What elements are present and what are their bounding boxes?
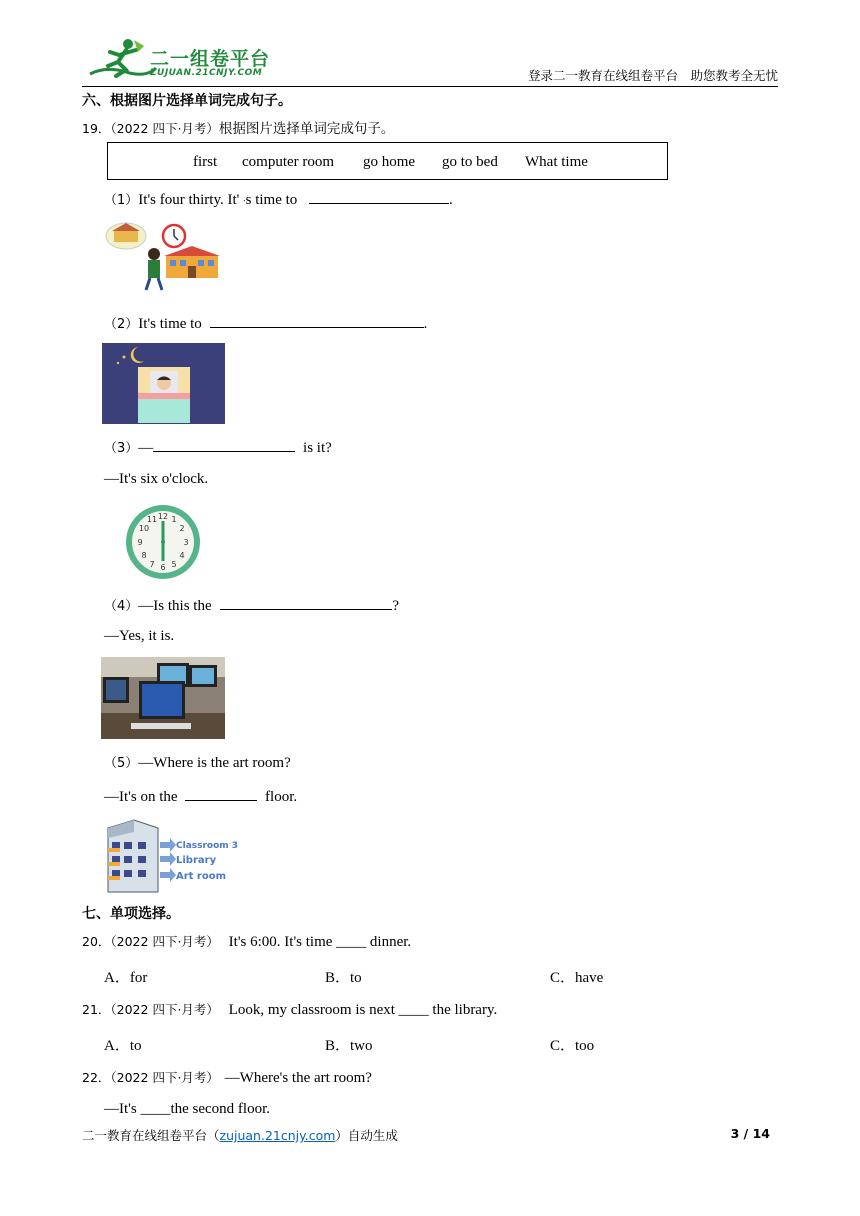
question-19-5-reply: —It's on the floor.	[104, 786, 297, 806]
svg-text:9: 9	[137, 538, 143, 547]
page-number: 3 / 14	[730, 1126, 770, 1141]
word-bank-item: computer room	[242, 154, 335, 170]
svg-text:11: 11	[146, 515, 158, 524]
logo-url: ZUJUAN.21CNJY.COM	[150, 68, 263, 78]
section-title-6: 六、根据图片选择单词完成句子。	[82, 93, 292, 109]
svg-text:3: 3	[183, 538, 189, 547]
boy-sleeping-icon	[102, 343, 225, 424]
clock-six-icon	[123, 503, 203, 581]
question-22-stem: 22．（2022 四下·月考） —Where's the art room?	[82, 1070, 372, 1086]
boy-going-home-icon	[104, 220, 220, 296]
answer-blank[interactable]	[210, 313, 424, 328]
question-21-stem: 21．（2022 四下·月考） Look, my classroom is next ____ the library.	[82, 1002, 498, 1018]
option-20-b[interactable]: B．to	[325, 970, 362, 986]
svg-text:Library: Library	[176, 855, 217, 866]
svg-text:Art room: Art room	[176, 871, 227, 882]
svg-text:7: 7	[149, 560, 155, 569]
question-20-stem: 20．（2022 四下·月考） It's 6:00. It's time ____ dinner.	[82, 934, 412, 950]
svg-text:12: 12	[157, 512, 169, 521]
question-19-5: （5）—Where is the art room?	[104, 755, 291, 771]
footer-source: 二一教育在线组卷平台（zujuan.21cnjy.com）自动生成	[82, 1128, 398, 1143]
option-20-a[interactable]: A．for	[104, 970, 148, 986]
word-bank-item: go to bed	[442, 154, 498, 170]
svg-text:10: 10	[138, 524, 150, 533]
svg-text:Classroom 3: Classroom 3	[176, 841, 239, 851]
question-22-reply: —It's ____the second floor.	[104, 1101, 271, 1117]
answer-blank[interactable]	[185, 786, 257, 801]
option-21-a[interactable]: A．to	[104, 1038, 142, 1054]
option-21-c[interactable]: C．too	[550, 1038, 595, 1054]
question-19-stem: 19．（2022 四下·月考）根据图片选择单词完成句子。	[82, 121, 395, 137]
svg-text:8: 8	[141, 551, 147, 560]
question-19-2: （2）It's time to .	[104, 313, 427, 333]
logo-title: 二一组卷平台	[150, 48, 271, 70]
header-divider	[82, 86, 778, 87]
building-floors-icon	[106, 818, 239, 894]
answer-blank[interactable]	[220, 595, 392, 610]
word-bank-item: first	[193, 154, 218, 170]
svg-text:4: 4	[179, 551, 185, 560]
question-19-3-reply: —It's six o'clock.	[104, 471, 209, 487]
option-21-b[interactable]: B．two	[325, 1038, 373, 1054]
question-19-4: （4）—Is this the ?	[104, 595, 399, 615]
answer-blank[interactable]	[309, 189, 449, 204]
svg-text:1: 1	[171, 515, 177, 524]
computer-room-photo-icon	[101, 657, 225, 739]
word-bank-item: What time	[525, 154, 588, 170]
word-bank-item: go home	[363, 154, 416, 170]
question-19-3: （3）— is it?	[104, 437, 332, 457]
footer-link[interactable]: zujuan.21cnjy.com	[219, 1128, 336, 1143]
svg-text:5: 5	[171, 560, 177, 569]
question-19-4-reply: —Yes, it is.	[104, 628, 175, 644]
header-slogan: 登录二一教育在线组卷平台 助您教考全无忧	[527, 68, 778, 83]
section-title-7: 七、单项选择。	[82, 906, 180, 922]
word-bank-box	[107, 142, 668, 180]
question-19-1: （1）It's four thirty. It' ∙s time to .	[104, 189, 453, 209]
svg-text:2: 2	[179, 524, 185, 533]
option-20-c[interactable]: C．have	[550, 970, 604, 986]
answer-blank[interactable]	[153, 437, 295, 452]
svg-text:6: 6	[160, 563, 166, 572]
